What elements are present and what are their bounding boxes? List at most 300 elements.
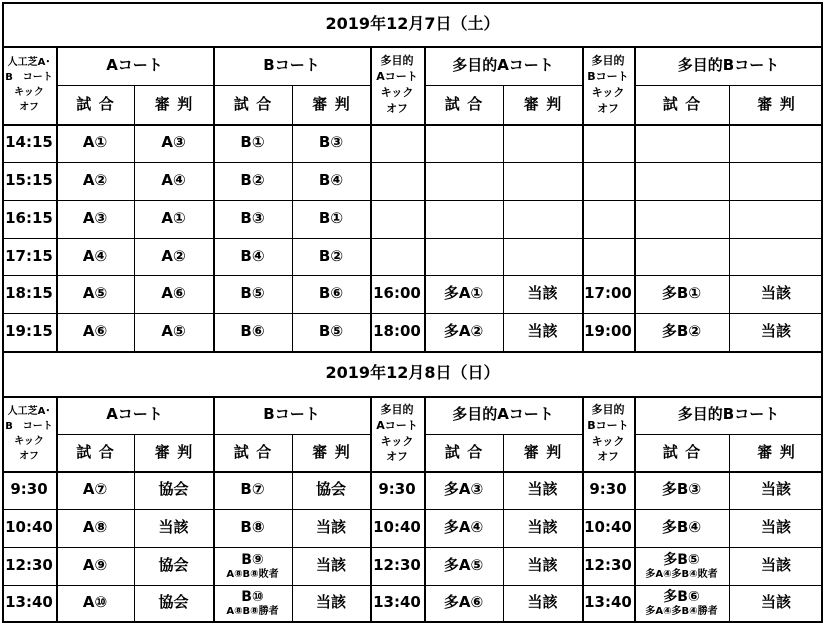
kickoff-header-line: Bコート (587, 418, 629, 432)
referee-header (134, 434, 213, 471)
referee-header-label: 審判 (312, 442, 358, 461)
table-cell-mb-time (582, 509, 634, 547)
table-cell-b-match (213, 547, 292, 585)
referee-header-label: 審判 (312, 94, 358, 113)
table-cell-b-match (213, 471, 292, 509)
time-value: 18:15 (5, 284, 53, 303)
grid-line (134, 85, 135, 351)
table-cell-ma-time (370, 275, 424, 313)
grid-line (503, 85, 504, 351)
time-value: 17:15 (5, 246, 53, 265)
b-ref-value: 当該 (315, 556, 346, 575)
table-cell-mb-match (634, 471, 729, 509)
kickoff-header-line: キック (591, 86, 625, 99)
mb-match-note: 多A④多B④敗者 (645, 568, 718, 580)
match-header-label: 試合 (76, 442, 122, 461)
time-value: 16:15 (5, 209, 53, 228)
b-ref-value: 当該 (315, 593, 346, 612)
referee-header (729, 85, 823, 124)
a-match-value: A② (82, 171, 108, 190)
kickoff-header-line: 人工芝A･ (7, 405, 51, 417)
grid-line (2, 162, 823, 163)
grid-line (213, 396, 215, 621)
mb-match-value: 多B④ (661, 518, 702, 537)
ma-ref-value: 当該 (527, 593, 558, 612)
multi-b-header (634, 46, 823, 85)
grid-line (729, 434, 730, 621)
kickoff-header-line: 多目的 (591, 54, 625, 68)
table-cell-ma-ref (503, 124, 582, 162)
table-cell-mb-time (582, 313, 634, 351)
kickoff-header-line: オフ (386, 450, 408, 464)
match-header-label: 試合 (444, 94, 490, 113)
grid-line (56, 46, 58, 351)
mb-ref-value: 当該 (760, 518, 791, 537)
b-match-value: B⑤ (240, 284, 265, 303)
kickoff-header-line: オフ (597, 101, 619, 115)
table-cell-mb-match (634, 585, 729, 621)
ma-match-value: 多A⑥ (443, 593, 484, 612)
a-ref-value: A⑤ (161, 322, 186, 341)
table-cell-b-ref (292, 471, 370, 509)
table-cell-a-match (56, 471, 134, 509)
ma-ref-value: 当該 (527, 480, 558, 499)
table-cell-time (2, 585, 56, 621)
a-match-value: A④ (82, 246, 108, 265)
kickoff-header (370, 46, 424, 124)
match-header (634, 85, 729, 124)
b-match-value: B⑦ (240, 480, 265, 499)
mb-ref-value: 当該 (760, 556, 791, 575)
kickoff-header-line: 多目的 (380, 54, 414, 68)
table-cell-mb-ref (729, 585, 823, 621)
table-cell-ma-match (424, 471, 503, 509)
table-cell-b-ref (292, 162, 370, 200)
b-ref-value: B① (318, 209, 344, 228)
table-cell-ma-time (370, 238, 424, 275)
grid-line (424, 46, 426, 351)
match-header (424, 434, 503, 471)
table-cell-b-ref (292, 509, 370, 547)
match-header (56, 434, 134, 471)
referee-header-label: 審判 (523, 442, 569, 461)
table-cell-b-ref (292, 313, 370, 351)
match-header (213, 85, 292, 124)
ma-match-value: 多A② (443, 322, 484, 341)
a-match-value: A⑧ (82, 518, 108, 537)
table-cell-mb-ref (729, 124, 823, 162)
court-a-header-label: Aコート (106, 55, 163, 74)
border-line (2, 471, 823, 473)
grid-line (292, 434, 293, 621)
kickoff-header-line: オフ (597, 450, 619, 464)
time-value: 9:30 (10, 480, 48, 499)
multi-b-header-label: 多目的Bコート (677, 405, 780, 424)
kickoff-header-line: キック (14, 87, 44, 98)
table-cell-mb-time (582, 585, 634, 621)
table-cell-ma-time (370, 547, 424, 585)
table-cell-mb-match (634, 200, 729, 238)
referee-header (503, 434, 582, 471)
table-cell-a-ref (134, 547, 213, 585)
multi-a-header (424, 396, 582, 434)
grid-line (2, 238, 823, 239)
border-line (2, 351, 4, 623)
table-cell-time (2, 547, 56, 585)
table-cell-b-match (213, 162, 292, 200)
table-cell-mb-ref (729, 238, 823, 275)
date-banner (2, 2, 823, 46)
kickoff-header (370, 396, 424, 471)
multi-b-header-label: 多目的Bコート (677, 55, 780, 74)
table-cell-mb-ref (729, 162, 823, 200)
ma-time-value: 10:40 (373, 518, 421, 537)
table-cell-ma-time (370, 471, 424, 509)
grid-line (2, 200, 823, 201)
table-cell-ma-match (424, 124, 503, 162)
table-cell-a-ref (134, 238, 213, 275)
table-cell-a-match (56, 238, 134, 275)
a-match-value: A⑨ (82, 556, 108, 575)
table-cell-mb-ref (729, 313, 823, 351)
table-cell-ma-time (370, 585, 424, 621)
time-value: 15:15 (5, 171, 53, 190)
grid-line (634, 396, 636, 621)
b-match-value: B⑩ (241, 589, 264, 606)
table-cell-ma-ref (503, 313, 582, 351)
table-cell-a-match (56, 124, 134, 162)
table-cell-mb-ref (729, 509, 823, 547)
table-cell-b-match (213, 275, 292, 313)
table-cell-ma-time (370, 162, 424, 200)
table-cell-a-ref (134, 162, 213, 200)
table-cell-a-ref (134, 275, 213, 313)
ma-match-value: 多A④ (443, 518, 484, 537)
a-match-value: A⑦ (82, 480, 108, 499)
kickoff-header (2, 46, 56, 124)
table-cell-mb-time (582, 162, 634, 200)
match-header-label: 試合 (233, 442, 279, 461)
table-cell-mb-ref (729, 471, 823, 509)
table-cell-ma-time (370, 200, 424, 238)
b-match-value: B⑥ (240, 322, 265, 341)
border-line (2, 2, 4, 353)
kickoff-header-line: 多目的 (591, 402, 625, 416)
multi-a-header-label: 多目的Aコート (452, 55, 554, 74)
table-cell-time (2, 124, 56, 162)
kickoff-header-line: キック (591, 434, 625, 448)
b-match-value: B③ (240, 209, 265, 228)
mb-time-value: 9:30 (589, 480, 627, 499)
border-line (821, 351, 823, 623)
a-match-value: A③ (82, 209, 108, 228)
ma-time-value: 18:00 (373, 322, 421, 341)
table-cell-time (2, 162, 56, 200)
grid-line (292, 85, 293, 351)
table-cell-ma-match (424, 200, 503, 238)
ma-time-value: 12:30 (373, 556, 421, 575)
table-cell-mb-time (582, 238, 634, 275)
kickoff-header-line: 多目的 (380, 402, 414, 416)
grid-line (134, 434, 135, 621)
table-cell-a-ref (134, 471, 213, 509)
b-match-value: B① (240, 133, 265, 152)
table-cell-mb-time (582, 471, 634, 509)
table-cell-a-ref (134, 585, 213, 621)
mb-time-value: 17:00 (584, 284, 632, 303)
border-line (2, 351, 823, 353)
grid-line (424, 396, 426, 621)
mb-ref-value: 当該 (760, 480, 791, 499)
court-a-header (56, 46, 213, 85)
table-cell-a-match (56, 313, 134, 351)
court-b-header-label: Bコート (263, 55, 320, 74)
table-cell-mb-match (634, 238, 729, 275)
grid-line (729, 85, 730, 351)
b-match-note: A⑧B⑧敗者 (226, 568, 279, 580)
a-ref-value: A③ (161, 133, 186, 152)
ma-ref-value: 当該 (527, 518, 558, 537)
table-cell-a-match (56, 547, 134, 585)
table-cell-mb-match (634, 124, 729, 162)
grid-line (634, 46, 636, 351)
table-cell-time (2, 238, 56, 275)
date-banner (2, 351, 823, 396)
b-ref-value: B④ (318, 171, 344, 190)
kickoff-header-line: Aコート (376, 70, 418, 84)
referee-header-label: 審判 (757, 94, 803, 113)
grid-line (213, 46, 215, 351)
table-cell-ma-match (424, 313, 503, 351)
table-cell-a-ref (134, 313, 213, 351)
table-cell-ma-ref (503, 162, 582, 200)
kickoff-header-line: オフ (386, 101, 408, 115)
mb-match-value: 多B⑤ (663, 552, 700, 569)
mb-time-value: 13:40 (584, 593, 632, 612)
table-cell-a-match (56, 275, 134, 313)
table-cell-a-ref (134, 200, 213, 238)
border-line (2, 2, 823, 4)
table-cell-mb-ref (729, 547, 823, 585)
time-value: 19:15 (5, 322, 53, 341)
table-cell-ma-match (424, 585, 503, 621)
table-cell-time (2, 509, 56, 547)
mb-match-value: 多B① (661, 284, 702, 303)
match-header (424, 85, 503, 124)
grid-line (582, 396, 584, 621)
table-cell-a-ref (134, 509, 213, 547)
kickoff-header-line: 人工芝A･ (7, 57, 51, 68)
mb-match-note: 多A④多B④勝者 (645, 605, 718, 617)
table-cell-a-match (56, 200, 134, 238)
kickoff-header-line: オフ (19, 450, 39, 462)
referee-header-label: 審判 (154, 442, 200, 461)
kickoff-header-line: B コート (5, 72, 53, 83)
b-match-value: B⑨ (241, 552, 264, 569)
table-cell-b-match (213, 124, 292, 162)
grid-line (582, 46, 584, 351)
table-cell-mb-ref (729, 200, 823, 238)
table-cell-mb-match (634, 547, 729, 585)
referee-header (292, 85, 370, 124)
ma-time-value: 13:40 (373, 593, 421, 612)
table-cell-time (2, 200, 56, 238)
date-title: 2019年12月7日（土） (325, 13, 500, 33)
kickoff-header (2, 396, 56, 471)
table-cell-b-match (213, 313, 292, 351)
ma-match-value: 多A③ (443, 480, 484, 499)
table-cell-mb-time (582, 547, 634, 585)
kickoff-header-line: キック (14, 435, 44, 447)
grid-line (370, 46, 372, 351)
table-cell-mb-match (634, 509, 729, 547)
b-ref-value: B⑥ (318, 284, 344, 303)
table-cell-b-match (213, 509, 292, 547)
table-cell-ma-match (424, 162, 503, 200)
court-b-header (213, 46, 370, 85)
a-match-value: A① (82, 133, 108, 152)
table-cell-ma-ref (503, 238, 582, 275)
table-cell-b-ref (292, 585, 370, 621)
table-cell-mb-match (634, 275, 729, 313)
border-line (2, 46, 823, 48)
mb-match-value: 多B⑥ (663, 589, 700, 606)
time-value: 13:40 (5, 593, 53, 612)
court-a-header (56, 396, 213, 434)
kickoff-header-line: B コート (5, 420, 53, 432)
mb-ref-value: 当該 (760, 593, 791, 612)
ma-ref-value: 当該 (527, 322, 558, 341)
table-cell-a-match (56, 509, 134, 547)
a-match-value: A⑩ (82, 593, 108, 612)
time-value: 12:30 (5, 556, 53, 575)
table-cell-ma-match (424, 238, 503, 275)
table-cell-a-ref (134, 124, 213, 162)
table-cell-ma-ref (503, 509, 582, 547)
table-cell-b-match (213, 585, 292, 621)
ma-match-value: 多A① (443, 284, 484, 303)
mb-ref-value: 当該 (760, 284, 791, 303)
b-ref-value: B② (318, 246, 344, 265)
ma-time-value: 16:00 (373, 284, 421, 303)
match-header-label: 試合 (76, 94, 122, 113)
table-cell-b-ref (292, 238, 370, 275)
table-cell-ma-match (424, 275, 503, 313)
a-ref-value: A⑥ (161, 284, 186, 303)
a-ref-value: 協会 (158, 593, 189, 612)
b-ref-value: 協会 (315, 480, 346, 499)
table-cell-ma-ref (503, 471, 582, 509)
referee-header (503, 85, 582, 124)
kickoff-header (582, 46, 634, 124)
grid-line (2, 275, 823, 276)
table-cell-b-ref (292, 200, 370, 238)
table-cell-b-ref (292, 124, 370, 162)
multi-b-header (634, 396, 823, 434)
ma-match-value: 多A⑤ (443, 556, 484, 575)
table-cell-ma-time (370, 124, 424, 162)
court-b-header (213, 396, 370, 434)
b-ref-value: B③ (318, 133, 344, 152)
table-cell-b-ref (292, 275, 370, 313)
a-ref-value: A② (161, 246, 186, 265)
a-ref-value: 協会 (158, 556, 189, 575)
b-match-note: A⑧B⑧勝者 (226, 605, 279, 617)
border-line (2, 396, 823, 398)
table-cell-mb-time (582, 200, 634, 238)
table-cell-b-ref (292, 547, 370, 585)
b-match-value: B② (240, 171, 265, 190)
mb-match-value: 多B③ (661, 480, 702, 499)
court-a-header-label: Aコート (106, 405, 163, 424)
mb-time-value: 12:30 (584, 556, 632, 575)
mb-time-value: 19:00 (584, 322, 632, 341)
border-line (2, 124, 823, 126)
table-cell-ma-ref (503, 547, 582, 585)
table-cell-ma-time (370, 313, 424, 351)
referee-header-label: 審判 (757, 442, 803, 461)
referee-header (292, 434, 370, 471)
grid-line (2, 509, 823, 510)
grid-line (503, 434, 504, 621)
a-ref-value: A④ (161, 171, 186, 190)
b-match-value: B⑧ (240, 518, 265, 537)
referee-header (729, 434, 823, 471)
table-cell-ma-match (424, 547, 503, 585)
a-ref-value: A① (161, 209, 186, 228)
mb-ref-value: 当該 (760, 322, 791, 341)
match-header (634, 434, 729, 471)
grid-line (2, 313, 823, 314)
multi-a-header (424, 46, 582, 85)
time-value: 10:40 (5, 518, 53, 537)
date-title: 2019年12月8日（日） (325, 363, 500, 383)
referee-header (134, 85, 213, 124)
table-cell-time (2, 471, 56, 509)
match-header-label: 試合 (662, 442, 708, 461)
kickoff-header-line: オフ (19, 102, 39, 113)
ma-time-value: 9:30 (378, 480, 416, 499)
grid-line (2, 585, 823, 586)
table-cell-b-match (213, 200, 292, 238)
table-cell-time (2, 275, 56, 313)
court-b-header-label: Bコート (263, 405, 320, 424)
table-cell-ma-ref (503, 275, 582, 313)
ma-ref-value: 当該 (527, 556, 558, 575)
kickoff-header (582, 396, 634, 471)
ma-ref-value: 当該 (527, 284, 558, 303)
table-cell-a-match (56, 162, 134, 200)
match-header-label: 試合 (233, 94, 279, 113)
match-header (213, 434, 292, 471)
table-cell-time (2, 313, 56, 351)
table-cell-mb-time (582, 124, 634, 162)
table-cell-ma-match (424, 509, 503, 547)
match-header-label: 試合 (662, 94, 708, 113)
b-ref-value: 当該 (315, 518, 346, 537)
kickoff-header-line: キック (380, 434, 414, 448)
a-ref-value: 協会 (158, 480, 189, 499)
mb-time-value: 10:40 (584, 518, 632, 537)
table-cell-a-match (56, 585, 134, 621)
kickoff-header-line: キック (380, 86, 414, 99)
table-cell-mb-match (634, 162, 729, 200)
match-header (56, 85, 134, 124)
b-match-value: B④ (240, 246, 265, 265)
table-cell-ma-time (370, 509, 424, 547)
table-cell-mb-match (634, 313, 729, 351)
a-ref-value: 当該 (158, 518, 189, 537)
